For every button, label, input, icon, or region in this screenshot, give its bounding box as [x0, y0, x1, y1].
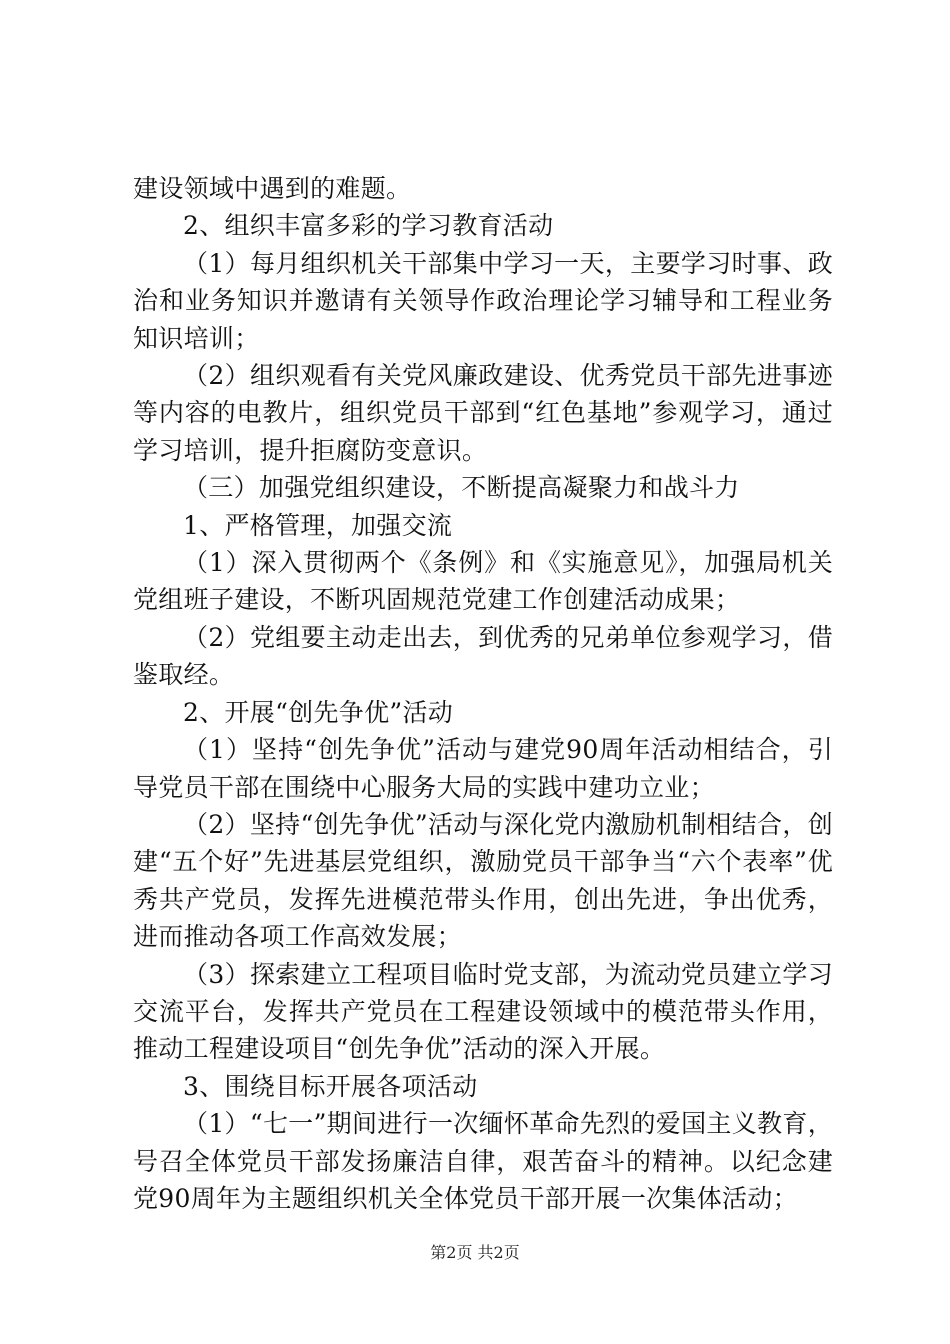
- paragraph-item: （1）每月组织机关干部集中学习一天，主要学习时事、政治和业务知识并邀请有关领导作政治理论学习辅导和工程业务知识培训；: [133, 248, 833, 353]
- paragraph-continuation: 建设领域中遇到的难题。: [133, 174, 412, 203]
- page-number-label: 第2页 共2页: [430, 1243, 520, 1262]
- paragraph-item: （2）坚持“创先争优”活动与深化党内激励机制相结合，创建“五个好”先进基层党组织，激励党员干部争当“六个表率”优秀共产党员，发挥先进模范带头作用，创出先进，争出优秀，进而推动各项工作高效发展；: [133, 809, 833, 952]
- paragraph-item: （1）坚持“创先争优”活动与建党90周年活动相结合，引导党员干部在围绕中心服务大局的实践中建功立业；: [133, 735, 833, 802]
- paragraph-item: （1）深入贯彻两个《条例》和《实施意见》，加强局机关党组班子建设，不断巩固规范党建工作创建活动成果；: [133, 548, 833, 615]
- paragraph-heading-3: 3、围绕目标开展各项活动: [183, 1071, 478, 1101]
- paragraph-heading-2: 2、开展“创先争优”活动: [183, 697, 454, 727]
- page-footer: [0, 1243, 950, 1263]
- paragraph-heading-2: 2、组织丰富多彩的学习教育活动: [183, 211, 554, 241]
- paragraph-heading-1: 1、严格管理，加强交流: [183, 510, 453, 540]
- document-body: [133, 170, 833, 1217]
- paragraph-item: （1）“七一”期间进行一次缅怀革命先烈的爱国主义教育，号召全体党员干部发扬廉洁自律，艰苦奋斗的精神。以纪念建党90周年为主题组织机关全体党员干部开展一次集体活动；: [133, 1109, 833, 1213]
- paragraph-item: （2）党组要主动走出去，到优秀的兄弟单位参观学习，借鉴取经。: [133, 622, 833, 690]
- paragraph-item: （3）探索建立工程项目临时党支部，为流动党员建立学习交流平台，发挥共产党员在工程建设领域中的模范带头作用，推动工程建设项目“创先争优”活动的深入开展。: [133, 959, 833, 1064]
- paragraph-item: （2）组织观看有关党风廉政建设、优秀党员干部先进事迹等内容的电教片，组织党员干部到“红色基地”参观学习，通过学习培训，提升拒腐防变意识。: [133, 361, 833, 465]
- paragraph-section-heading: （三）加强党组织建设，不断提高凝聚力和战斗力: [183, 473, 740, 503]
